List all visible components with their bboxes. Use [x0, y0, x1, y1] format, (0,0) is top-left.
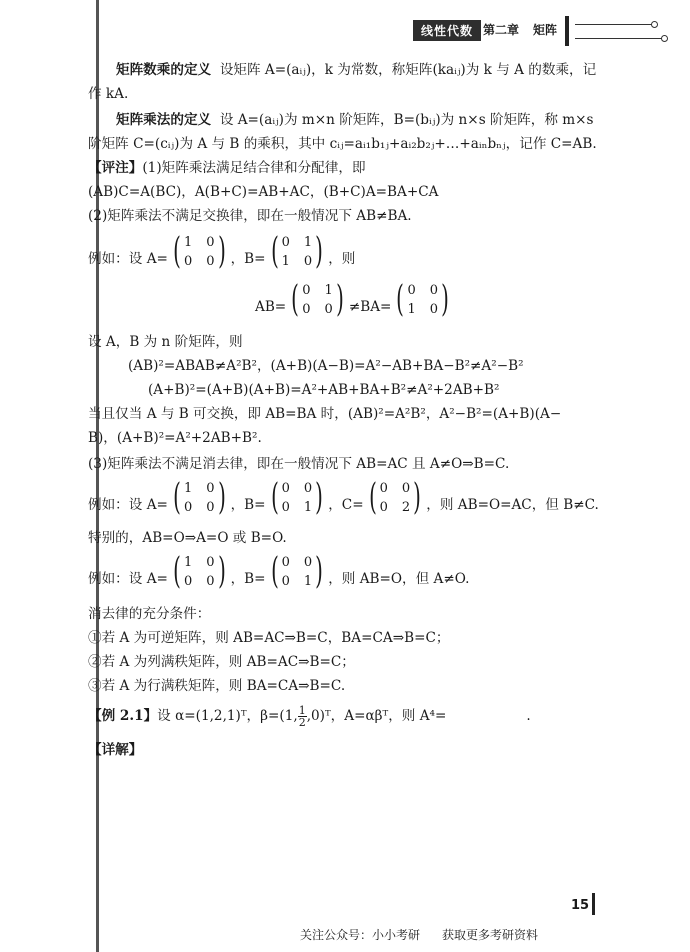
text-line: 当且仅当 A 与 B 可交换，即 AB=BA 时，(AB)²=A²B²，A²−B²=(A+B)(A−: [88, 406, 562, 422]
matrix-B: ( 0 0 0 1 ): [270, 477, 324, 518]
text-line: 设 A=(aᵢⱼ)为 m×n 阶矩阵，B=(bᵢⱼ)为 n×s 阶矩阵，称 m×s: [219, 112, 594, 128]
page-number: 15: [571, 898, 590, 913]
footer-left: 关注公众号：小小考研: [300, 928, 421, 942]
text-fragment: ,0)ᵀ，A=αβᵀ，则 A⁴=: [306, 708, 447, 724]
equation-line: (A+B)²=(A+B)(A+B)=A²+AB+BA+B²≠A²+2AB+B²: [148, 382, 500, 398]
header-dot-decoration: [651, 21, 658, 28]
text-line: 设矩阵 A=(aᵢⱼ)，k 为常数，称矩阵(kaᵢⱼ)为 k 与 A 的数乘，记: [219, 62, 597, 78]
example-commutative: [88, 231, 356, 279]
text-fragment: ，C=: [328, 497, 364, 513]
matrix-B: ( 0 0 0 1 ): [270, 551, 324, 592]
text-fragment: AB=: [255, 299, 287, 315]
text-line: 阶矩阵 C=(cᵢⱼ)为 A 与 B 的乘积，其中 cᵢⱼ=aᵢ₁b₁ⱼ+aᵢ₂b₂ⱼ+…+aᵢₙbₙⱼ，记作 C=AB.: [88, 136, 597, 152]
chapter-title: 矩阵: [533, 23, 558, 37]
text-fragment: ，B=: [230, 571, 266, 587]
note-line: [88, 158, 366, 178]
header-line-decoration: [575, 38, 663, 39]
text-fragment: ，B=: [230, 497, 266, 513]
footer-watermark: [300, 926, 538, 943]
matrix-A: ( 1 0 0 0 ): [173, 231, 226, 272]
text-line: B)，(A+B)²=A²+2AB+B².: [88, 430, 262, 446]
condition-item: ①若 A 为可逆矩阵，则 AB=AC⇒B=C，BA=CA⇒B=C；: [88, 630, 450, 646]
matrix-mult-definition: [116, 110, 594, 130]
example-cancellation: [88, 477, 599, 525]
text-fragment: ，则 AB=O，但 A≠O.: [328, 571, 470, 587]
detail-label-text: 【详解】: [88, 742, 143, 758]
term-matrix-mult: 矩阵乘法的定义: [116, 112, 212, 128]
text-fragment: ≠BA=: [348, 299, 392, 315]
matrix-BA: ( 0 0 1 0 ): [396, 279, 449, 320]
text-line: 设 A，B 为 n 阶矩阵，则: [88, 334, 243, 350]
example-2-1: [88, 704, 531, 728]
page-number-bar: [592, 893, 595, 915]
equation-line: (AB)C=A(BC)，A(B+C)=AB+AC，(B+C)A=BA+CA: [88, 184, 439, 200]
text-fragment: ，则 AB=O=AC，但 B≠C.: [426, 497, 599, 513]
text-fragment: ，则: [328, 251, 356, 267]
equation-line: (AB)²=ABAB≠A²B²，(A+B)(A−B)=A²−AB+BA−B²≠A²−B²: [128, 358, 524, 374]
text-fragment: 例如：设 A=: [88, 251, 168, 267]
matrix-A: ( 1 0 0 0 ): [173, 551, 226, 592]
text-fragment: ，B=: [230, 251, 266, 267]
chapter-label: 第二章: [483, 23, 520, 37]
header-bar-decoration: [565, 16, 569, 46]
footer-right: 获取更多考研资料: [442, 928, 539, 942]
condition-item: ③若 A 为行满秩矩阵，则 BA=CA⇒B=C.: [88, 678, 346, 694]
text-line: (2)矩阵乘法不满足交换律，即在一般情况下 AB≠BA.: [88, 208, 412, 224]
text-line: 作 kA.: [88, 86, 129, 102]
text-line: (3)矩阵乘法不满足消去律，即在一般情况下 AB=AC 且 A≠O⇒B=C.: [88, 456, 510, 472]
text-fragment: 例如：设 A=: [88, 497, 168, 513]
matrix-AB: ( 0 1 0 0 ): [291, 279, 344, 320]
text-line: (1)矩阵乘法满足结合律和分配律，即: [142, 160, 366, 176]
condition-item: ②若 A 为列满秩矩阵，则 AB=AC⇒B=C；: [88, 654, 355, 670]
book-title-badge: 线性代数: [413, 20, 481, 41]
term-scalar-mult: 矩阵数乘的定义: [116, 62, 212, 78]
equation-ab-neq-ba: [255, 279, 454, 327]
answer-blank-period: .: [526, 708, 531, 724]
matrix-C: ( 0 0 0 2 ): [368, 477, 422, 518]
header-line-decoration: [575, 24, 653, 25]
text-fragment: 设 α=(1,2,1)ᵀ，β=(1,: [157, 708, 298, 724]
fraction-half: $\frac{1}{2}$: [298, 704, 306, 729]
scalar-mult-definition: [116, 60, 596, 80]
note-label: 【评注】: [88, 160, 143, 176]
detail-label: [88, 740, 142, 760]
matrix-B: ( 0 1 1 0 ): [270, 231, 324, 272]
header-dot-decoration: [661, 35, 668, 42]
matrix-A: ( 1 0 0 0 ): [173, 477, 226, 518]
text-fragment: 例如：设 A=: [88, 571, 168, 587]
text-line: 消去律的充分条件：: [88, 606, 211, 622]
example-label: 【例 2.1】: [88, 708, 158, 724]
example-zero-product: [88, 551, 470, 599]
text-line: 特别的，AB=O⇒A=O 或 B=O.: [88, 530, 287, 546]
running-header: [405, 16, 680, 46]
